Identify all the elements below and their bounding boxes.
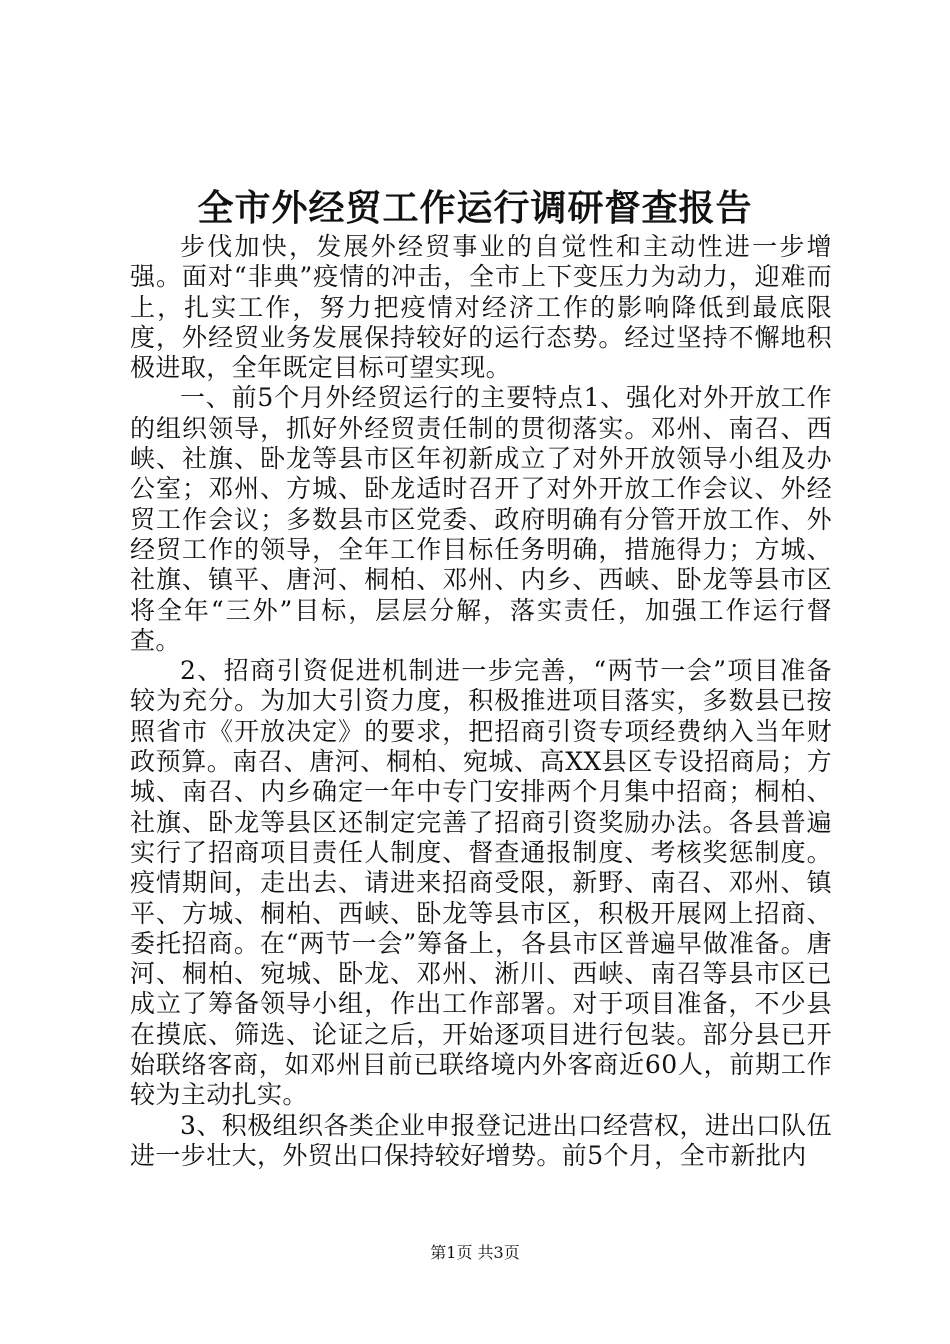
page-footer: 第1页 共3页 (430, 1243, 520, 1262)
document-title: 全市外经贸工作运行调研督查报告 (197, 187, 753, 229)
document-body (130, 232, 832, 1171)
paragraph-section-1: 一、前5个月外经贸运行的主要特点1、强化对外开放工作的组织领导，抓好外经贸责任制的贯彻落实。邓州、南召、西峡、社旗、卧龙等县市区年初新成立了对外开放领导小组及办公室；邓州、方城、卧龙适时召开了对外开放工作会议、外经贸工作会议；多数县市区党委、政府明确有分管开放工作、外经贸工作的领导，全年工作目标任务明确，措施得力；方城、社旗、镇平、唐河、桐柏、邓州、内乡、西峡、卧龙等县市区将全年“三外”目标，层层分解，落实责任，加强工作运行督查。 (130, 383, 832, 655)
paragraph-intro: 步伐加快，发展外经贸事业的自觉性和主动性进一步增强。面对“非典”疫情的冲击，全市上下变压力为动力，迎难而上，扎实工作，努力把疫情对经济工作的影响降低到最底限度，外经贸业务发展保持较好的运行态势。经过坚持不懈地积极进取，全年既定目标可望实现。 (130, 232, 832, 383)
paragraph-section-2: 2、招商引资促进机制进一步完善，“两节一会”项目准备较为充分。为加大引资力度，积极推进项目落实，多数县已按照省市《开放决定》的要求，把招商引资专项经费纳入当年财政预算。南召、唐河、桐柏、宛城、高XX县区专设招商局；方城、南召、内乡确定一年中专门安排两个月集中招商；桐柏、社旗、卧龙等县区还制定完善了招商引资奖励办法。各县普遍实行了招商项目责任人制度、督查通报制度、考核奖惩制度。疫情期间，走出去、请进来招商受限，新野、南召、邓州、镇平、方城、桐柏、西峡、卧龙等县市区，积极开展网上招商、委托招商。在“两节一会”筹备上，各县市区普遍早做准备。唐河、桐柏、宛城、卧龙、邓州、淅川、西峡、南召等县市区已成立了筹备领导小组，作出工作部署。对于项目准备，不少县在摸底、筛选、论证之后，开始逐项目进行包装。部分县已开始联络客商，如邓州目前已联络境内外客商近60人，前期工作较为主动扎实。 (130, 656, 832, 1110)
paragraph-section-3: 3、积极组织各类企业申报登记进出口经营权，进出口队伍进一步壮大，外贸出口保持较好增势。前5个月，全市新批内 (130, 1110, 832, 1170)
